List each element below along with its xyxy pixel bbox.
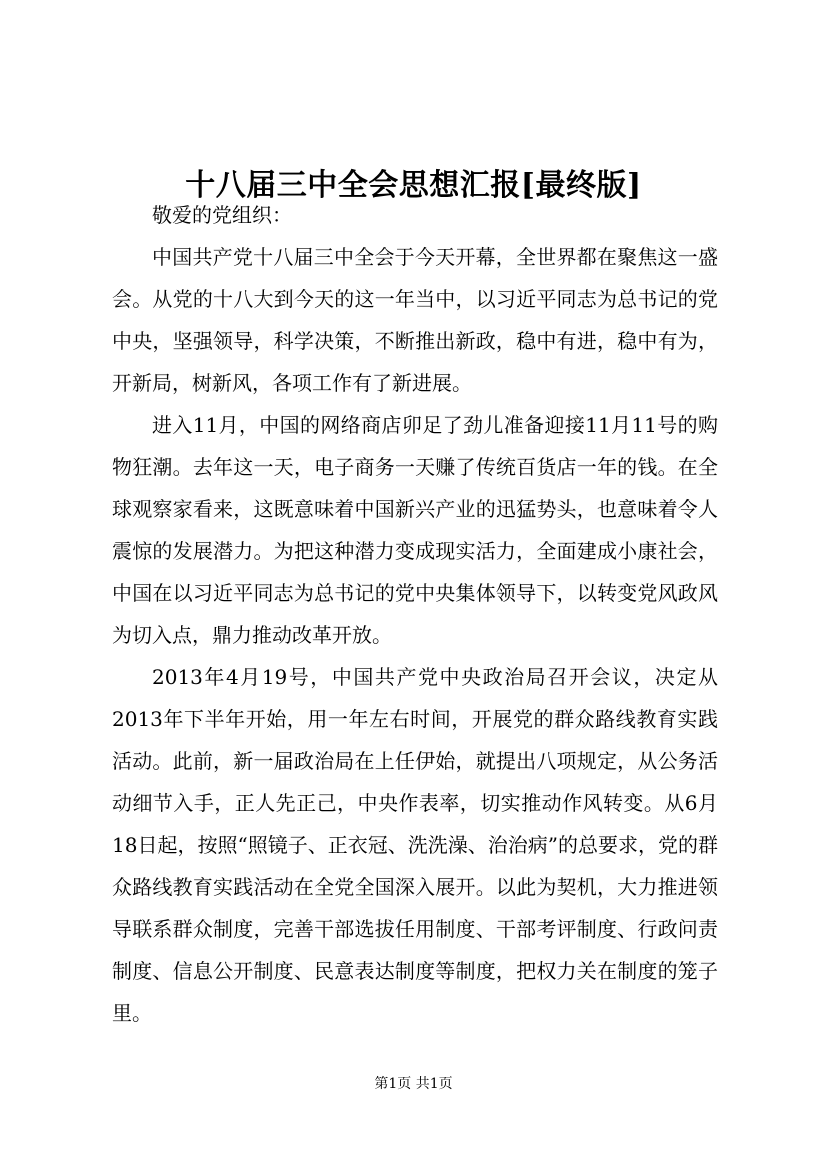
paragraph-3: 2013年4月19号，中国共产党中央政治局召开会议，决定从2013年下半年开始，用一年左右时间，开展党的群众路线教育实践活动。此前，新一届政治局在上任伊始，就提出八项规定，从公务活动细节入手，正人先正己，中央作表率，切实推动作风转变。从6月18日起，按照“照镜子、正衣冠、洗洗澡、治治病”的总要求，党的群众路线教育实践活动在全党全国深入展开。以此为契机，大力推进领导联系群众制度，完善干部选拔任用制度、干部考评制度、行政问责制度、信息公开制度、民意表达制度等制度，把权力关在制度的笼子里。 [112, 665, 718, 1025]
salutation: 敬爱的党组织： [152, 203, 292, 227]
paragraph-2: 进入11月，中国的网络商店卯足了劲儿准备迎接11月11号的购物狂潮。去年这一天，电子商务一天赚了传统百货店一年的钱。在全球观察家看来，这既意味着中国新兴产业的迅猛势头，也意味着令人震惊的发展潜力。为把这种潜力变成现实活力，全面建成小康社会，中国在以习近平同志为总书记的党中央集体领导下，以转变党风政风为切入点，鼎力推动改革开放。 [112, 413, 718, 647]
page-footer: 第1页 共1页 [374, 1076, 453, 1092]
document-title: 十八届三中全会思想汇报[最终版] [185, 168, 642, 204]
paragraph-1: 中国共产党十八届三中全会于今天开幕，全世界都在聚焦这一盛会。从党的十八大到今天的这一年当中，以习近平同志为总书记的党中央，坚强领导，科学决策，不断推出新政，稳中有进，稳中有为，开新局，树新风，各项工作有了新进展。 [112, 245, 718, 395]
document-body [112, 194, 718, 1034]
